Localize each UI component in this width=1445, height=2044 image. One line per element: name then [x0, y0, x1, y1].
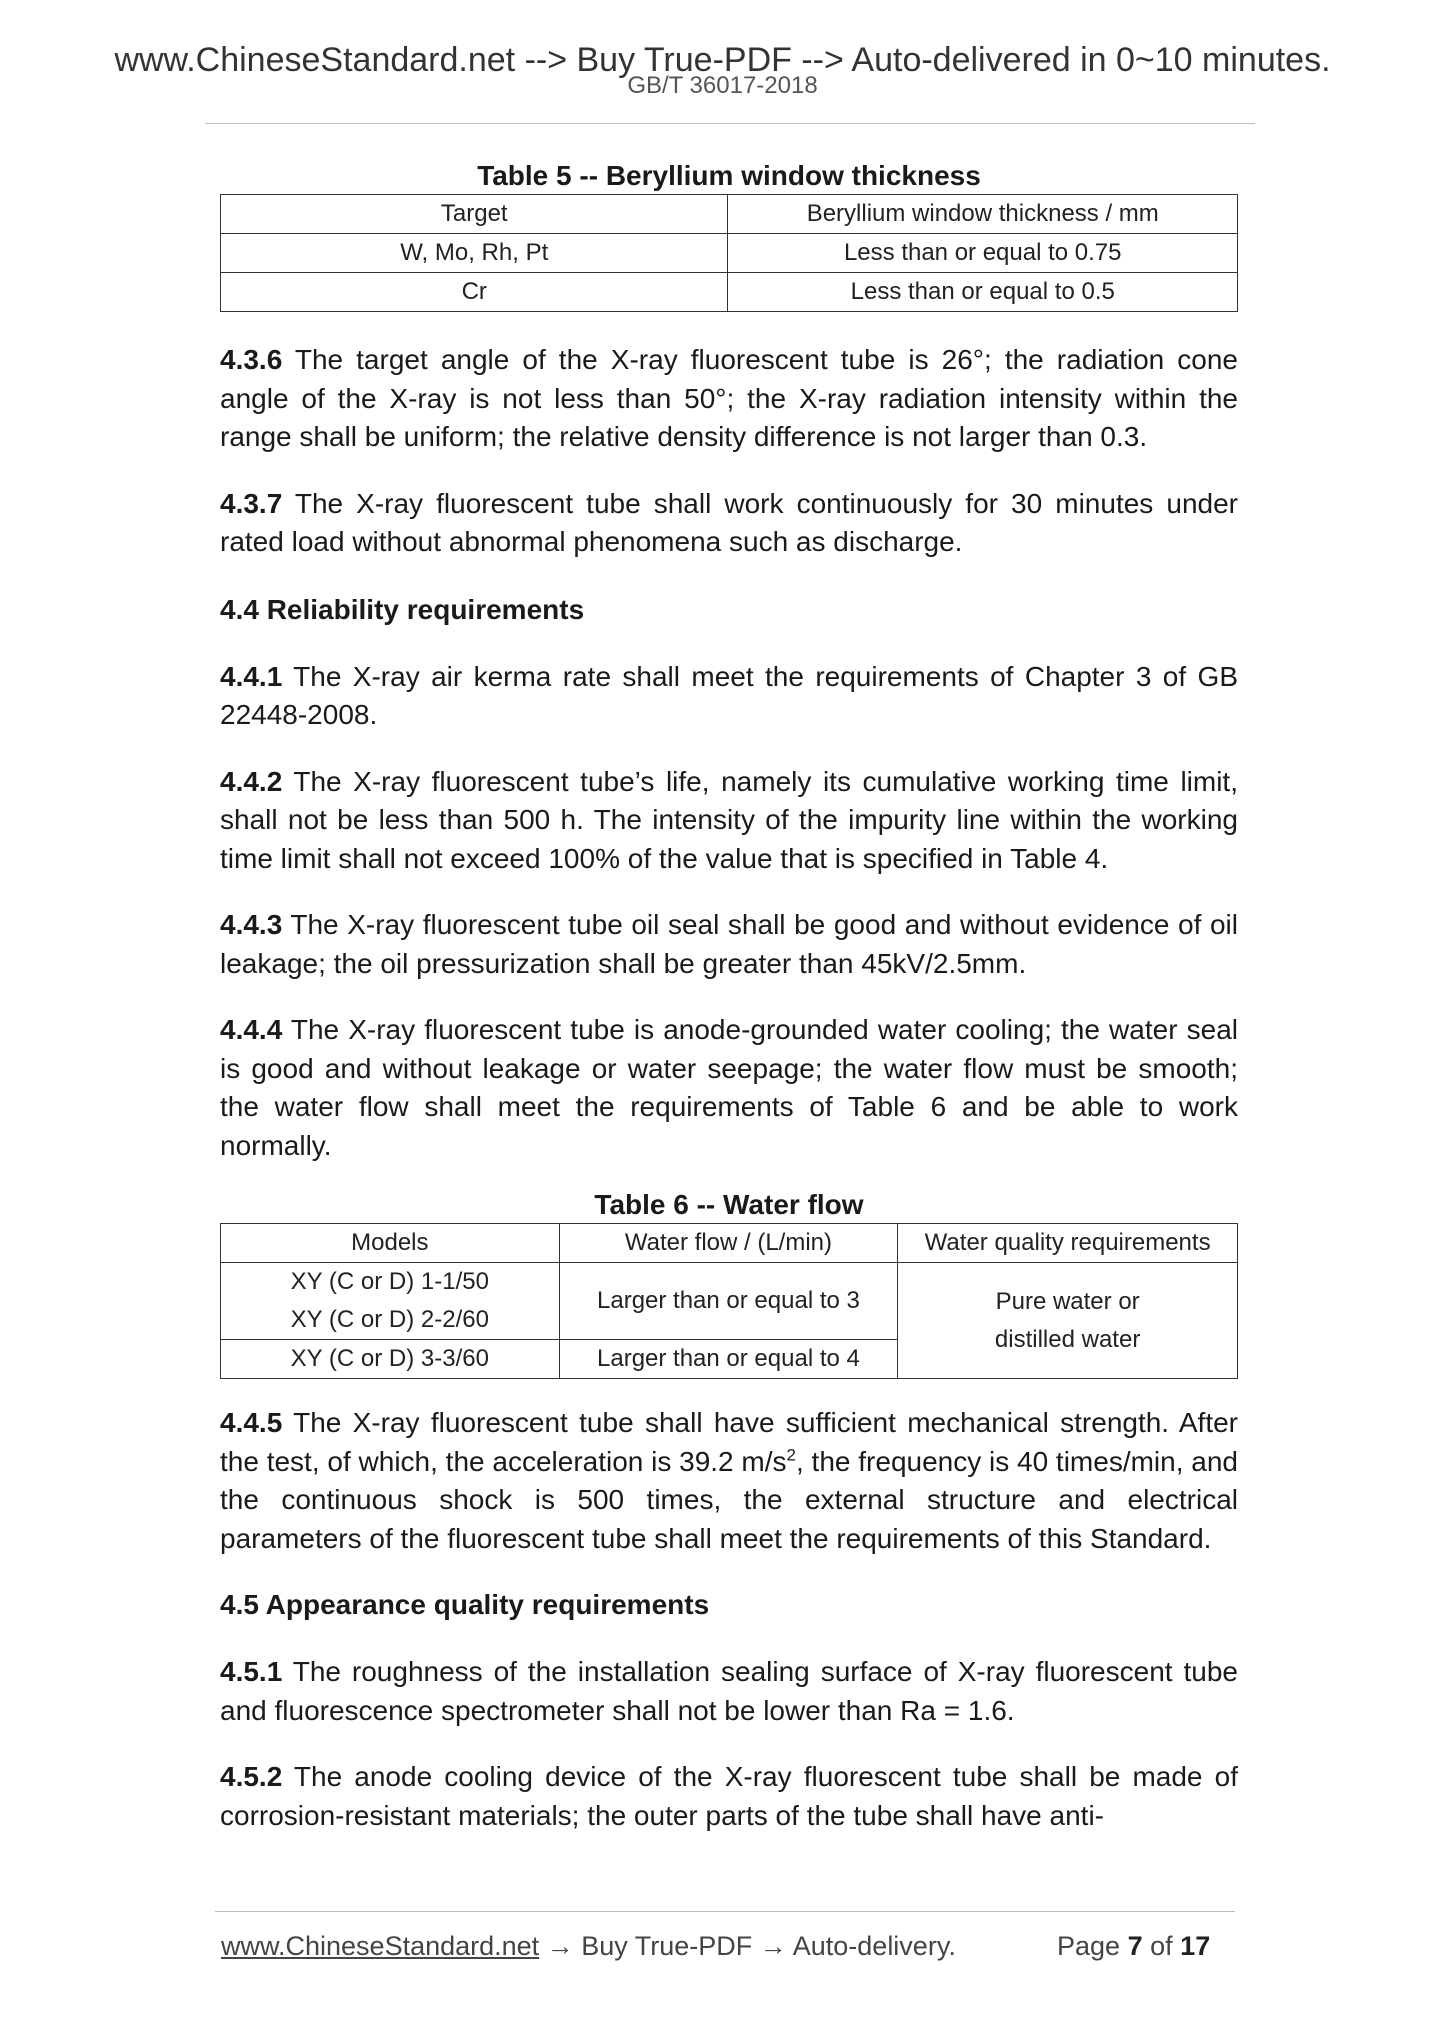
table-header-cell: Models [221, 1224, 560, 1263]
table-cell: Less than or equal to 0.75 [728, 234, 1238, 273]
section-heading-4-5: 4.5 Appearance quality requirements [220, 1589, 710, 1620]
table-row [221, 1263, 1238, 1340]
clause-number: 4.3.7 [220, 487, 283, 519]
table-cell: Larger than or equal to 3 [559, 1263, 898, 1340]
page-total: 17 [1180, 1931, 1211, 1961]
paragraph-4-3-7 [220, 485, 1238, 562]
table-header-cell: Beryllium window thickness / mm [728, 195, 1238, 234]
clause-text: , the frequency is 40 times/min, and the continuous shock is 500 times, the external structure and electrical parameters of the fluorescent tube shall meet the requirements of this Standard. [220, 1445, 1239, 1554]
table-cell: W, Mo, Rh, Pt [221, 234, 728, 273]
clause-text: The X-ray fluorescent tube is anode-grounded water cooling; the water seal is good and without leakage or water seepage; the water flow must be smooth; the water flow shall meet the requirements of Table 6 and be able to work normally. [220, 1014, 1238, 1161]
table-cell [898, 1263, 1238, 1379]
table-header-cell: Water flow / (L/min) [559, 1224, 898, 1263]
table6-caption: Table 6 -- Water flow [594, 1189, 864, 1220]
section-heading-4-4: 4.4 Reliability requirements [220, 593, 585, 625]
model-name: XY (C or D) 2-2/60 [290, 1306, 489, 1333]
table-row [221, 1224, 1238, 1263]
table-header-cell: Target [221, 195, 728, 234]
table-row [221, 234, 1238, 273]
table5-caption: Table 5 -- Beryllium window thickness [477, 160, 981, 191]
clause-text: The X-ray air kerma rate shall meet the requirements of Chapter 3 of GB 22448-2008. [220, 660, 1238, 730]
paragraph-4-4-5 [220, 1404, 1238, 1558]
table-cell: Less than or equal to 0.5 [728, 273, 1238, 312]
footer-text [221, 1929, 956, 1963]
superscript: 2 [786, 1445, 796, 1465]
table-row [221, 273, 1238, 312]
header-divider [205, 123, 1255, 124]
clause-text: The anode cooling device of the X-ray fluorescent tube shall be made of corrosion-resistant materials; the outer parts of the tube shall have anti- [220, 1761, 1238, 1831]
page-label: Page [1057, 1931, 1121, 1961]
table5 [220, 194, 1238, 312]
clause-text: The X-ray fluorescent tube’s life, namely its cumulative working time limit, shall not be less than 500 h. The intensity of the impurity line within the working time limit shall not exceed 100% of the value that is specified in Table 4. [220, 765, 1238, 874]
paragraph-4-4-4 [220, 1011, 1238, 1165]
clause-number: 4.4.5 [220, 1407, 283, 1438]
paragraph-4-4-3 [220, 906, 1238, 983]
clause-number: 4.4.2 [220, 765, 283, 797]
water-quality-line: Pure water or [995, 1287, 1140, 1315]
table-cell: Larger than or equal to 4 [559, 1340, 898, 1379]
model-name: XY (C or D) 1-1/50 [290, 1268, 489, 1295]
table-cell: Cr [221, 273, 728, 312]
table6 [220, 1223, 1238, 1379]
table-header-cell: Water quality requirements [898, 1224, 1238, 1263]
of-label: of [1150, 1931, 1173, 1961]
paragraph-4-5-2 [220, 1758, 1238, 1835]
page-number: 7 [1127, 1931, 1143, 1961]
paragraph-4-5-1 [220, 1653, 1238, 1730]
page-content [220, 158, 1238, 1835]
footer-link[interactable]: www.ChineseStandard.net [221, 1931, 540, 1961]
clause-text: The roughness of the installation sealing surface of X-ray fluorescent tube and fluorescence spectrometer shall not be lower than Ra = 1.6. [220, 1656, 1238, 1726]
clause-text: The X-ray fluorescent tube shall have sufficient mechanical strength. After the test, of which, the acceleration is 39.2 m/s [220, 1407, 1238, 1477]
paragraph-4-4-1 [220, 658, 1238, 735]
clause-number: 4.5.2 [220, 1761, 283, 1792]
clause-number: 4.5.1 [220, 1656, 283, 1687]
paragraph-4-4-2 [220, 763, 1238, 879]
clause-number: 4.4.3 [220, 909, 283, 940]
table-row [221, 195, 1238, 234]
clause-text: The X-ray fluorescent tube shall work continuously for 30 minutes under rated load without abnormal phenomena such as discharge. [220, 487, 1238, 557]
table-cell: XY (C or D) 3-3/60 [221, 1340, 560, 1379]
clause-number: 4.3.6 [220, 344, 283, 375]
standard-number: GB/T 36017-2018 [627, 72, 818, 99]
water-quality-line: distilled water [994, 1325, 1141, 1353]
paragraph-4-3-6 [220, 341, 1238, 457]
footer-divider [215, 1911, 1235, 1912]
table-cell [221, 1263, 560, 1340]
page-indicator [1057, 1929, 1210, 1963]
clause-text: The target angle of the X-ray fluorescent tube is 26°; the radiation cone angle of the X-ray is not less than 50°; the X-ray radiation intensity within the range shall be uniform; the relative density difference is not larger than 0.3. [220, 344, 1238, 452]
clause-number: 4.4.4 [220, 1014, 283, 1045]
header-banner[interactable]: www.ChineseStandard.net --> Buy True-PDF --> Auto-delivered in 0~10 minutes. [114, 41, 1331, 79]
clause-text: The X-ray fluorescent tube oil seal shall be good and without evidence of oil leakage; the oil pressurization shall be greater than 45kV/2.5mm. [220, 909, 1238, 979]
footer-tagline: → Buy True-PDF → Auto-delivery. [539, 1931, 956, 1961]
clause-number: 4.4.1 [220, 660, 283, 692]
